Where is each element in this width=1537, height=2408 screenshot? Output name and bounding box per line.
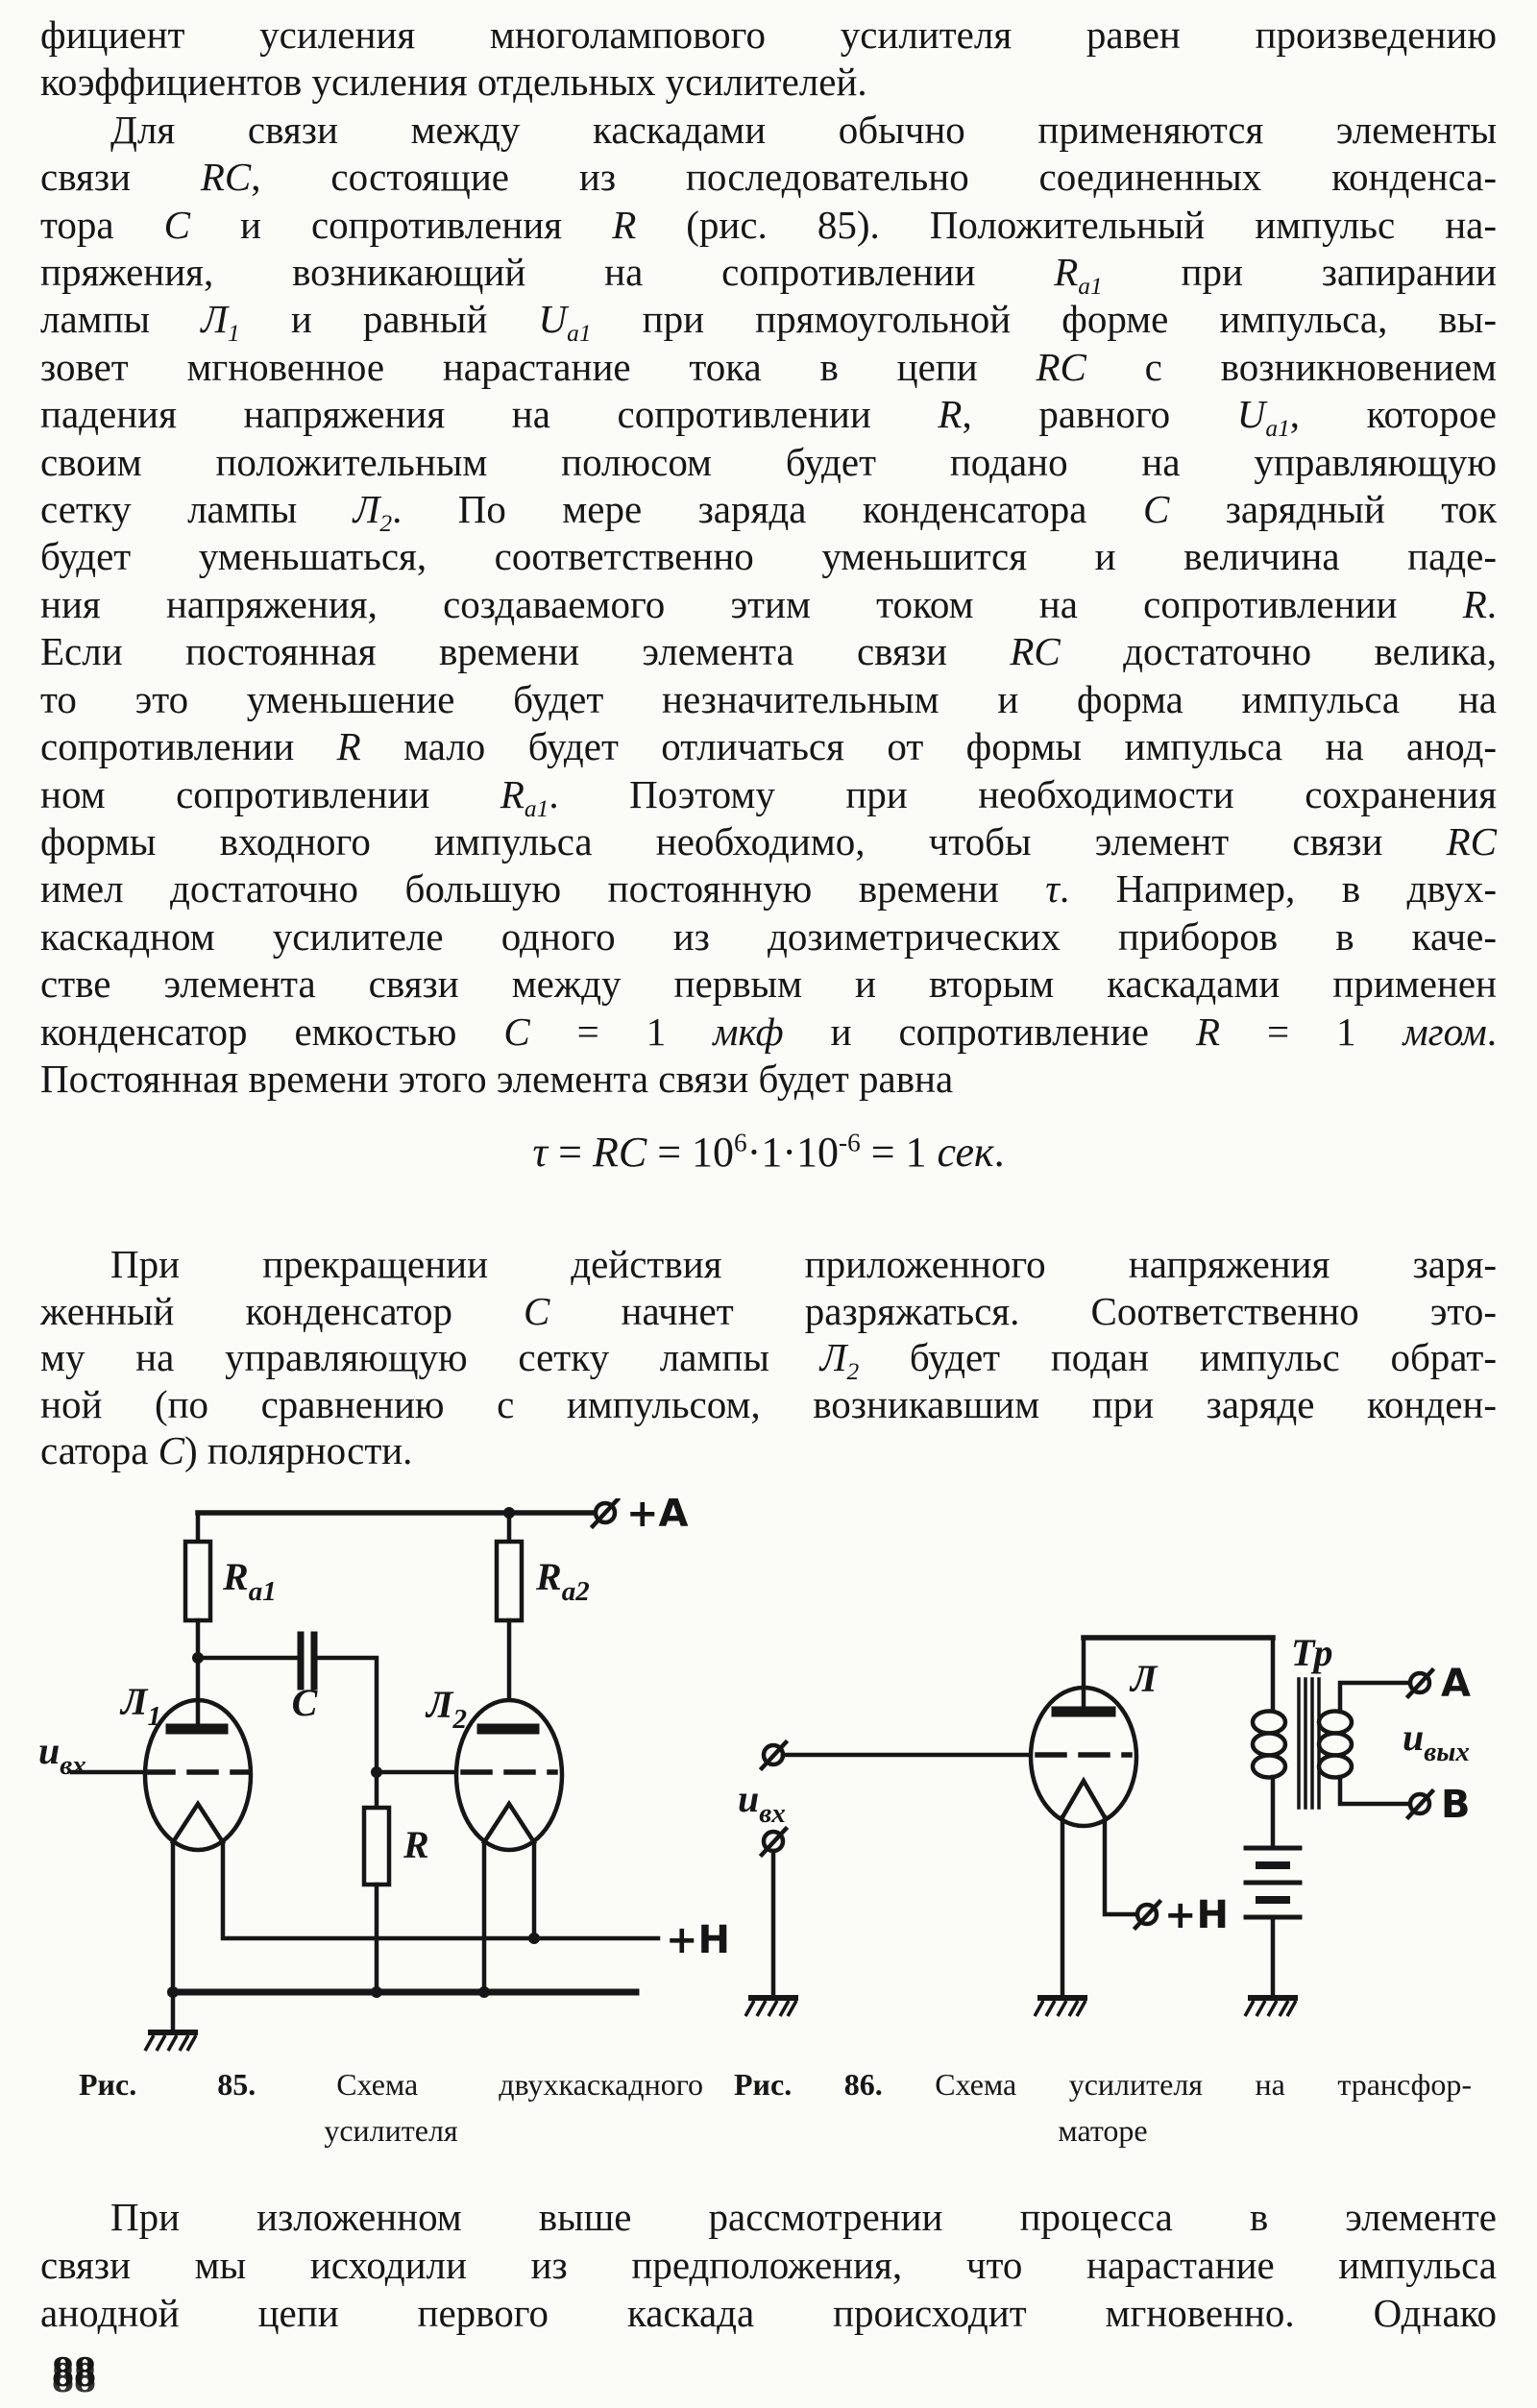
terminal-plus-a-label: +А [626, 1498, 689, 1536]
transformer-label: Тр [1291, 1631, 1333, 1674]
capacitor-c-label: C [291, 1681, 318, 1724]
tube-l1-label: $Л_1$ [121, 1680, 161, 1732]
resistor-ra2 [497, 1542, 522, 1620]
text-line: При изложенном выше рассмотрении процесса в элементе [110, 2195, 1497, 2239]
text-line: му на управляющую сетку лампы $Л_2$ будет подан импульс обрат- [40, 1335, 1498, 1386]
text-line: ном сопротивлении $R_{a1}$. Поэтому при необходимости сохранения [40, 771, 1497, 822]
tube-l2 [456, 1700, 562, 1850]
text-line: При прекращении действия приложенного напряжения заря- [110, 1242, 1497, 1286]
heater-terminal-label: +Н [1164, 1893, 1229, 1937]
body-text-middle [40, 1241, 1497, 1474]
figure-85-caption-line1 [79, 2061, 703, 2107]
text-line: Постоянная времени этого элемента связи будет равна [40, 1056, 954, 1101]
body-text-top [40, 12, 1497, 1103]
text-line: сетку лампы $Л_2$. По мере заряда конденсатора C зарядный ток [40, 487, 1497, 538]
text-line: сатора C) полярности. [40, 1428, 413, 1473]
text-line: коэффициентов усиления отдельных усилителей. [40, 60, 867, 105]
input-voltage-label: $u_{вх}$ [738, 1777, 786, 1829]
output-voltage-label: $u_{вых}$ [1403, 1715, 1470, 1767]
primary-coil-loop [1253, 1756, 1285, 1778]
secondary-coil-loop [1319, 1712, 1352, 1734]
ground-symbol [1245, 1998, 1296, 2016]
text-line: падения напряжения на сопротивлении R, равного $U_{a1}$, которое [40, 392, 1498, 443]
text-line: конденсатор емкостью C = 1 мкф и сопротивление R = 1 мгом. [40, 1009, 1497, 1054]
figure-85-caption-line2: усилителя [324, 2113, 458, 2148]
text-line: ния напряжения, создаваемого этим током на сопротивлении R. [40, 581, 1497, 626]
text-line: зовет мгновенное нарастание тока в цепи RC с возникновением [40, 344, 1497, 389]
figure-86-schematic [730, 1566, 1527, 2065]
figure-85-caption [79, 2061, 703, 2153]
text-line: будет уменьшаться, соответственно уменьшится и величина паде- [40, 534, 1497, 579]
text-line: своим положительным полюсом будет подано на управляющую [40, 439, 1497, 484]
text-line: стве элемента связи между первым и вторым каскадами применен [40, 961, 1497, 1007]
figure-86-caption-line1 [734, 2061, 1472, 2107]
resistor-r [364, 1808, 389, 1885]
primary-coil-loop [1253, 1734, 1285, 1756]
resistor-ra1-label: $R_{a1}$ [223, 1555, 277, 1607]
terminal-b-label: В [1441, 1783, 1471, 1827]
text-line: пряжения, возникающий на сопротивлении $R_{a1}$ при запирании [40, 250, 1497, 301]
primary-coil-loop [1253, 1712, 1285, 1734]
text-line: формы входного импульса необходимо, чтобы элемент связи RC [40, 818, 1497, 863]
secondary-top-wire [1340, 1683, 1410, 1712]
secondary-coil-loop [1319, 1756, 1352, 1778]
page-number: 88 [52, 2347, 96, 2396]
figure-85-number: Рис. 85. [79, 2067, 256, 2102]
junction-dot [528, 1933, 540, 1944]
paragraph-discharge [40, 1241, 1497, 1474]
figure-85-title: Схема двухкаскадного [336, 2067, 704, 2102]
text-line: Если постоянная времени элемента связи RC достаточно велика, [40, 629, 1497, 674]
paragraph-continued [40, 12, 1497, 107]
figure-86-caption-line2: маторе [1058, 2113, 1148, 2148]
text-line: имел достаточно большую постоянную времени τ. Например, в двух- [40, 866, 1497, 912]
formula-time-constant [40, 1128, 1497, 1177]
resistor-ra1 [185, 1542, 210, 1620]
resistor-r-label: R [403, 1823, 429, 1866]
text-line: Для связи между каскадами обычно применяются элементы [110, 107, 1497, 152]
figure-86-number: Рис. 86. [734, 2067, 883, 2102]
input-voltage-label: $u_{вх}$ [38, 1729, 86, 1781]
body-text-bottom [40, 2193, 1497, 2337]
text-line: связи RC, состоящие из последовательно соединенных конденса- [40, 155, 1497, 200]
paragraph-assumption [40, 2193, 1497, 2337]
secondary-bottom-wire [1340, 1777, 1410, 1804]
ground-symbol [145, 2032, 196, 2051]
tube-l-label: Л [1131, 1657, 1158, 1700]
heater-rail-label: +Н [666, 1918, 730, 1962]
figure-85-schematic [29, 1498, 740, 2065]
text-line: тора C и сопротивления R (рис. 85). Положительный импульс на- [40, 202, 1497, 247]
text-line: женный конденсатор C начнет разряжаться. Соответственно это- [40, 1288, 1497, 1333]
text-line: лампы $Л_1$ и равный $U_{a1}$ при прямоугольной форме импульса, вы- [40, 297, 1497, 348]
text-line: фициент усиления многолампового усилителя равен произведению [40, 12, 1497, 57]
paragraph-rc-coupling [40, 107, 1497, 1104]
junction-dot [478, 1986, 490, 1998]
heater-rail [223, 1842, 658, 1938]
text-line: сопротивлении R мало будет отличаться от формы импульса на анод- [40, 724, 1497, 769]
heater-lead [1105, 1817, 1137, 1914]
formula-text: τ = RC = $10^6\cdot 1\cdot 10^{-6} = 1$ сек. [532, 1128, 1005, 1176]
text-line: анодной цепи первого каскада происходит мгновенно. Однако [40, 2291, 1497, 2335]
figure-86-caption [734, 2061, 1472, 2153]
figure-86-title: Схема усилителя на трансфор- [935, 2067, 1473, 2102]
text-line: ной (по сравнению с импульсом, возникавшим при заряде конден- [40, 1381, 1497, 1426]
ground-symbol [1035, 1998, 1086, 2016]
ground-symbol [745, 1998, 796, 2016]
text-line: каскадном усилителе одного из дозиметрических приборов в каче- [40, 913, 1497, 959]
text-line: связи мы исходили из предположения, что нарастание импульса [40, 2243, 1497, 2287]
terminal-a-label: А [1441, 1662, 1471, 1706]
text-line: то это уменьшение будет незначительным и форма импульса на [40, 676, 1497, 721]
fig86-wiring [745, 1638, 1432, 2016]
junction-dot [371, 1986, 382, 1998]
resistor-ra2-label: $R_{a2}$ [536, 1555, 590, 1607]
tube-l2-label: $Л_2$ [427, 1683, 467, 1735]
secondary-coil-loop [1319, 1734, 1352, 1756]
